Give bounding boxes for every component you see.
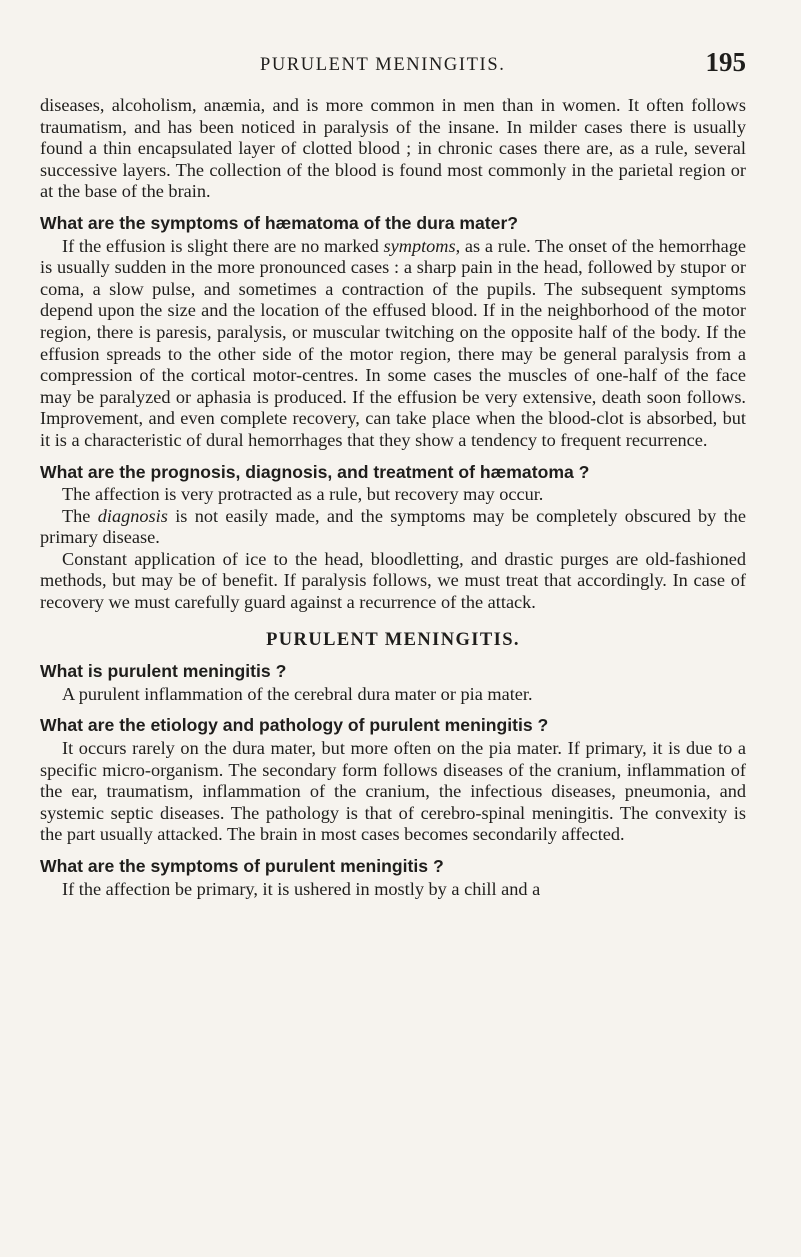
- answer-paragraph: A purulent inflammation of the cerebral dura mater or pia mater.: [62, 683, 533, 704]
- page-number: 195: [705, 47, 746, 77]
- body-text: [40, 95, 746, 900]
- question-heading: What is purulent meningitis ?: [40, 661, 287, 682]
- text-run: If the effusion is slight there are no marked: [62, 235, 384, 256]
- text-run: is not easily made, and the symptoms may be completely obscured by the primary disease.: [40, 505, 746, 548]
- question-heading: What are the symptoms of purulent meningitis ?: [40, 856, 444, 876]
- answer-paragraph: The affection is very protracted as a rule, but recovery may occur.: [62, 484, 544, 505]
- answer-paragraph: [40, 506, 746, 549]
- running-title: PURULENT MENINGITIS.: [260, 55, 506, 75]
- section-title: PURULENT MENINGITIS.: [266, 629, 520, 650]
- answer-paragraph: It occurs rarely on the dura mater, but more often on the pia mater. If primary, it is due to a specific micro-organism. The secondary form follows diseases of the cranium, inflammation of the ear, traumatism, inflammation of the cranium, the infectious diseases, pneumonia, and systemic septic diseases. The pathology is that of cerebro-spinal meningitis. The convexity is the part usually attacked. The brain in most cases becomes secondarily affected.: [40, 738, 746, 845]
- book-page: [0, 47, 801, 1257]
- answer-paragraph: If the affection be primary, it is ushered in mostly by a chill and a: [62, 878, 541, 899]
- question-heading: What are the etiology and pathology of purulent meningitis ?: [40, 715, 549, 736]
- answer-paragraph: [40, 236, 746, 452]
- question-heading: What are the prognosis, diagnosis, and treatment of hæmatoma ?: [40, 461, 590, 482]
- text-run: The: [62, 505, 98, 526]
- text-run: , as a rule. The onset of the hemorrhage is usually sudden in the more pronounced cases : a sharp pain in the head, followed by stupor or coma, a slow pulse, and sometimes a contraction of the pupils. The subsequent symptoms depend upon the size and the location of the effused blood. If in the neighborhood of the motor region, there is paresis, paralysis, or muscular twitching on the opposite half of the body. If the effusion spreads to the other side of the motor region, there may be general paralysis from a compression of the cortical motor-centres. In some cases the muscles of one-half of the face may be paralyzed or aphasia is produced. If the effusion be very extensive, death soon follows. Improvement, and even complete recovery, can take place when the blood-clot is absorbed, but it is a characteristic of dural hemorrhages that they show a tendency to frequent recurrence.: [40, 235, 746, 450]
- italic-term: diagnosis: [97, 505, 168, 526]
- italic-term: symptoms: [383, 235, 456, 256]
- answer-paragraph: Constant application of ice to the head, bloodletting, and drastic purges are old-fashioned methods, but may be of benefit. If paralysis follows, we must treat that accordingly. In case of recovery we must carefully guard against a recurrence of the attack.: [40, 548, 746, 613]
- running-head: [40, 47, 746, 85]
- question-heading: What are the symptoms of hæmatoma of the dura mater?: [40, 212, 519, 233]
- paragraph-continuation: diseases, alcoholism, anæmia, and is more common in men than in women. It often follows traumatism, and has been noticed in paralysis of the insane. In milder cases there is usually found a thin encapsulated layer of clotted blood ; in chronic cases there are, as a rule, several successive layers. The collection of the blood is found most commonly in the parietal region or at the base of the brain.: [40, 95, 746, 202]
